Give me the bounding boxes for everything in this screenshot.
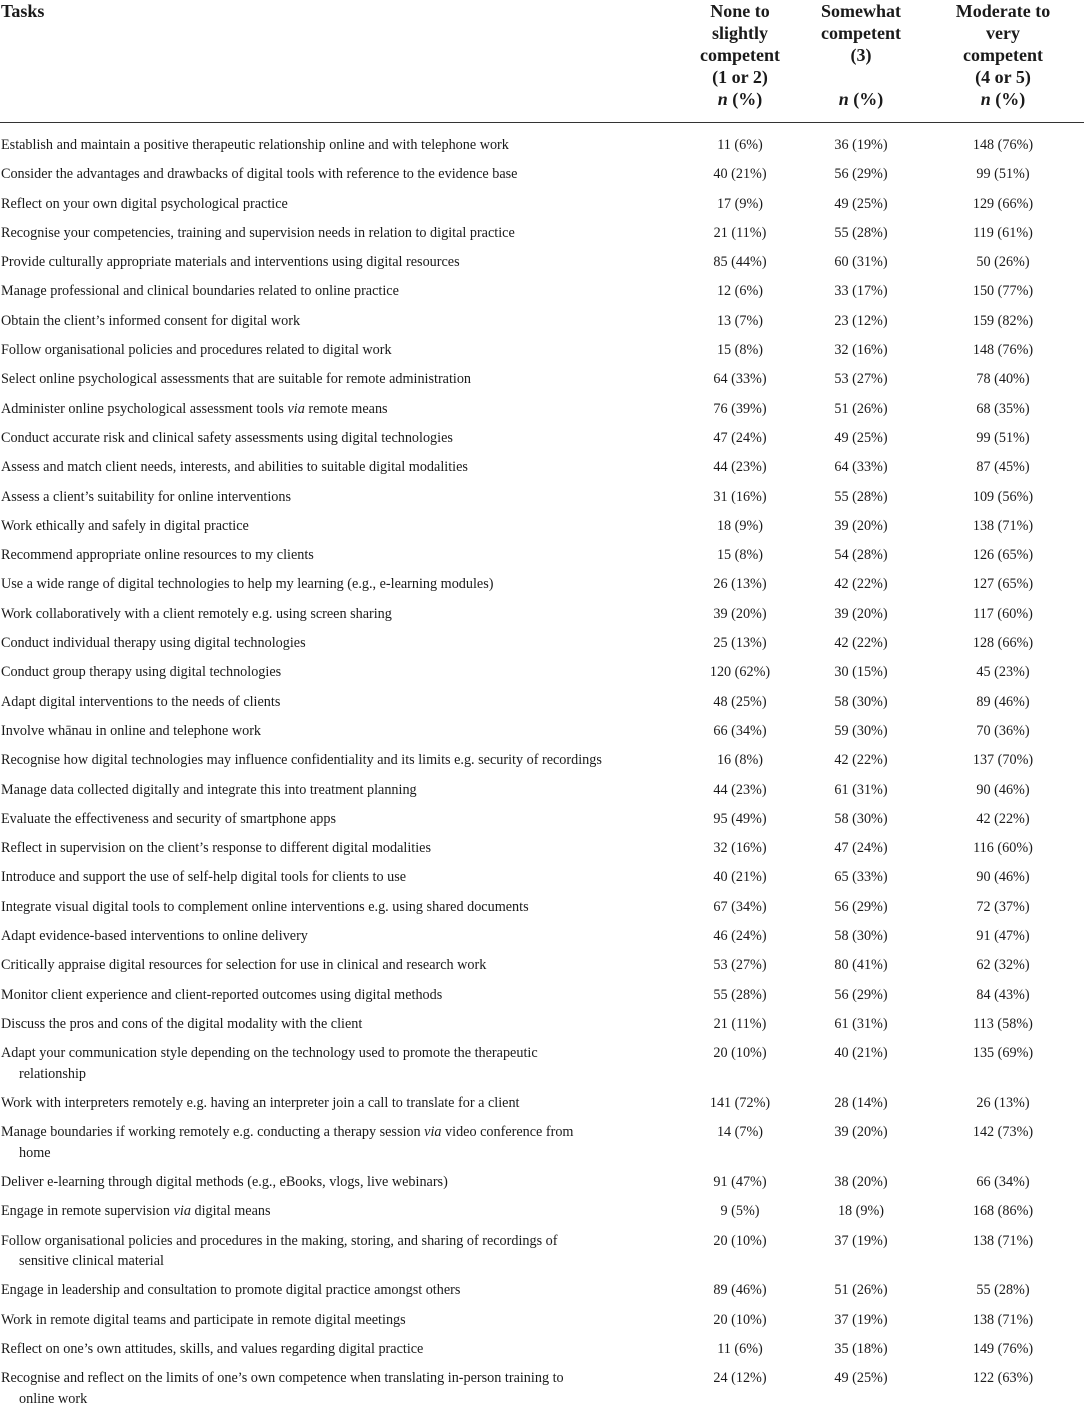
moderate-to-very-cell: 138 (71%) (922, 512, 1084, 541)
task-cell (0, 629, 680, 658)
somewhat-cell: 61 (31%) (800, 1010, 922, 1039)
task-cell (0, 336, 680, 365)
moderate-to-very-cell: 117 (60%) (922, 600, 1084, 629)
somewhat-cell: 38 (20%) (800, 1168, 922, 1197)
somewhat-cell: 47 (24%) (800, 834, 922, 863)
somewhat-cell: 18 (9%) (800, 1197, 922, 1226)
somewhat-cell: 33 (17%) (800, 277, 922, 306)
table-row (0, 922, 1084, 951)
table-row (0, 1276, 1084, 1305)
task-text: Adapt digital interventions to the needs of clients (1, 694, 280, 710)
moderate-to-very-cell: 137 (70%) (922, 746, 1084, 775)
task-text: Obtain the client’s informed consent for digital work (1, 313, 300, 329)
task-text: Work collaboratively with a client remotely e.g. using screen sharing (1, 606, 392, 622)
task-cell (0, 219, 680, 248)
task-cell (0, 365, 680, 394)
none-to-slightly-cell: 44 (23%) (680, 453, 800, 482)
task-text: Recommend appropriate online resources to my clients (1, 547, 314, 563)
somewhat-cell: 58 (30%) (800, 805, 922, 834)
none-to-slightly-cell: 11 (6%) (680, 1335, 800, 1364)
task-cell (0, 717, 680, 746)
moderate-to-very-cell: 142 (73%) (922, 1118, 1084, 1168)
task-cell (0, 160, 680, 189)
table-row (0, 160, 1084, 189)
somewhat-cell: 23 (12%) (800, 307, 922, 336)
task-text: Introduce and support the use of self-help digital tools for clients to use (1, 869, 406, 885)
task-text: Work ethically and safely in digital practice (1, 518, 249, 534)
header-line: Moderate to (922, 0, 1084, 22)
task-text: Discuss the pros and cons of the digital modality with the client (1, 1016, 362, 1032)
somewhat-cell: 56 (29%) (800, 893, 922, 922)
table-row (0, 190, 1084, 219)
task-text: Work in remote digital teams and participate in remote digital meetings (1, 1312, 406, 1328)
table-row (0, 1197, 1084, 1226)
none-to-slightly-cell: 15 (8%) (680, 541, 800, 570)
task-text: Involve whānau in online and telephone work (1, 723, 261, 739)
table-row (0, 805, 1084, 834)
task-text: Adapt your communication style depending on the technology used to promote the therapeutic (1, 1045, 538, 1061)
task-text: Use a wide range of digital technologies to help my learning (e.g., e-learning modules) (1, 576, 493, 592)
moderate-to-very-cell: 78 (40%) (922, 365, 1084, 394)
none-to-slightly-cell: 16 (8%) (680, 746, 800, 775)
table-row (0, 1039, 1084, 1089)
moderate-to-very-cell: 159 (82%) (922, 307, 1084, 336)
none-to-slightly-cell: 20 (10%) (680, 1039, 800, 1089)
n-label: n (718, 89, 728, 109)
somewhat-cell: 28 (14%) (800, 1089, 922, 1118)
somewhat-cell: 32 (16%) (800, 336, 922, 365)
none-to-slightly-cell: 40 (21%) (680, 160, 800, 189)
task-text: Assess a client’s suitability for online interventions (1, 489, 291, 505)
moderate-to-very-cell: 87 (45%) (922, 453, 1084, 482)
moderate-to-very-cell: 42 (22%) (922, 805, 1084, 834)
table-row (0, 776, 1084, 805)
header-none-to-slightly (680, 0, 800, 123)
header-line: Somewhat (800, 0, 922, 22)
task-text: Recognise how digital technologies may influence confidentiality and its limits e.g. security of recordings (1, 752, 602, 768)
task-cell (0, 453, 680, 482)
task-cell (0, 248, 680, 277)
task-text: Reflect in supervision on the client’s response to different digital modalities (1, 840, 431, 856)
task-cell (0, 190, 680, 219)
table-row (0, 658, 1084, 687)
somewhat-cell: 37 (19%) (800, 1227, 922, 1277)
moderate-to-very-cell: 122 (63%) (922, 1364, 1084, 1414)
header-line: competent (922, 44, 1084, 66)
table-row (0, 1089, 1084, 1118)
task-cell (0, 805, 680, 834)
none-to-slightly-cell: 21 (11%) (680, 1010, 800, 1039)
none-to-slightly-cell: 32 (16%) (680, 834, 800, 863)
none-to-slightly-cell: 95 (49%) (680, 805, 800, 834)
table-row (0, 1364, 1084, 1414)
task-text: Administer online psychological assessment tools (1, 401, 287, 417)
task-cell (0, 658, 680, 687)
task-text: Engage in remote supervision (1, 1203, 174, 1219)
somewhat-cell: 59 (30%) (800, 717, 922, 746)
task-text: Recognise your competencies, training and supervision needs in relation to digital practice (1, 225, 515, 241)
task-cell (0, 541, 680, 570)
task-text: Conduct group therapy using digital technologies (1, 664, 281, 680)
task-text: Follow organisational policies and procedures related to digital work (1, 342, 392, 358)
somewhat-cell: 42 (22%) (800, 746, 922, 775)
somewhat-cell: 30 (15%) (800, 658, 922, 687)
task-cell (0, 1010, 680, 1039)
header-n-pct (680, 88, 800, 110)
task-text: Conduct accurate risk and clinical safety assessments using digital technologies (1, 430, 453, 446)
none-to-slightly-cell: 91 (47%) (680, 1168, 800, 1197)
table-body (0, 123, 1084, 1414)
task-cell (0, 1335, 680, 1364)
somewhat-cell: 80 (41%) (800, 951, 922, 980)
somewhat-cell: 54 (28%) (800, 541, 922, 570)
none-to-slightly-cell: 9 (5%) (680, 1197, 800, 1226)
moderate-to-very-cell: 55 (28%) (922, 1276, 1084, 1305)
n-label: n (839, 89, 849, 109)
table-row (0, 277, 1084, 306)
none-to-slightly-cell: 76 (39%) (680, 395, 800, 424)
header-line: (4 or 5) (922, 66, 1084, 88)
somewhat-cell: 53 (27%) (800, 365, 922, 394)
table-row (0, 483, 1084, 512)
moderate-to-very-cell: 26 (13%) (922, 1089, 1084, 1118)
task-text: digital means (191, 1203, 271, 1219)
moderate-to-very-cell: 128 (66%) (922, 629, 1084, 658)
moderate-to-very-cell: 99 (51%) (922, 160, 1084, 189)
task-text-continued: sensitive clinical material (1, 1251, 660, 1272)
moderate-to-very-cell: 90 (46%) (922, 863, 1084, 892)
task-cell (0, 1168, 680, 1197)
task-text: Integrate visual digital tools to complement online interventions e.g. using shared documents (1, 899, 529, 915)
task-cell (0, 746, 680, 775)
moderate-to-very-cell: 99 (51%) (922, 424, 1084, 453)
table-row (0, 629, 1084, 658)
task-text: Provide culturally appropriate materials and interventions using digital resources (1, 254, 460, 270)
table-row (0, 219, 1084, 248)
table-row (0, 570, 1084, 599)
table-row (0, 395, 1084, 424)
task-cell (0, 922, 680, 951)
somewhat-cell: 61 (31%) (800, 776, 922, 805)
moderate-to-very-cell: 91 (47%) (922, 922, 1084, 951)
header-line: very (922, 22, 1084, 44)
table-row (0, 336, 1084, 365)
none-to-slightly-cell: 120 (62%) (680, 658, 800, 687)
moderate-to-very-cell: 109 (56%) (922, 483, 1084, 512)
table-row (0, 1335, 1084, 1364)
task-text: Assess and match client needs, interests, and abilities to suitable digital modalities (1, 459, 468, 475)
table-row (0, 893, 1084, 922)
moderate-to-very-cell: 150 (77%) (922, 277, 1084, 306)
somewhat-cell: 49 (25%) (800, 424, 922, 453)
none-to-slightly-cell: 11 (6%) (680, 123, 800, 161)
table-row (0, 834, 1084, 863)
somewhat-cell: 56 (29%) (800, 981, 922, 1010)
task-text: Reflect on one’s own attitudes, skills, and values regarding digital practice (1, 1341, 423, 1357)
moderate-to-very-cell: 72 (37%) (922, 893, 1084, 922)
task-text: Consider the advantages and drawbacks of digital tools with reference to the evidence base (1, 166, 517, 182)
moderate-to-very-cell: 138 (71%) (922, 1306, 1084, 1335)
task-text: Manage professional and clinical boundaries related to online practice (1, 283, 399, 299)
moderate-to-very-cell: 138 (71%) (922, 1227, 1084, 1277)
table-row (0, 307, 1084, 336)
none-to-slightly-cell: 31 (16%) (680, 483, 800, 512)
moderate-to-very-cell: 90 (46%) (922, 776, 1084, 805)
n-label: n (981, 89, 991, 109)
task-text: Evaluate the effectiveness and security of smartphone apps (1, 811, 336, 827)
moderate-to-very-cell: 45 (23%) (922, 658, 1084, 687)
task-italic: via (174, 1203, 191, 1219)
header-moderate-to-very (922, 0, 1084, 123)
task-cell (0, 600, 680, 629)
task-cell (0, 688, 680, 717)
table-row (0, 1227, 1084, 1277)
task-cell (0, 834, 680, 863)
somewhat-cell: 49 (25%) (800, 190, 922, 219)
somewhat-cell: 58 (30%) (800, 922, 922, 951)
table-row (0, 365, 1084, 394)
task-text-continued: home (1, 1143, 660, 1164)
task-cell (0, 1364, 680, 1414)
table-row (0, 951, 1084, 980)
none-to-slightly-cell: 20 (10%) (680, 1306, 800, 1335)
table-row (0, 123, 1084, 161)
moderate-to-very-cell: 113 (58%) (922, 1010, 1084, 1039)
header-tasks (0, 0, 680, 123)
table-row (0, 1306, 1084, 1335)
task-cell (0, 123, 680, 161)
somewhat-cell: 56 (29%) (800, 160, 922, 189)
task-text: Deliver e-learning through digital methods (e.g., eBooks, vlogs, live webinars) (1, 1174, 448, 1190)
somewhat-cell: 55 (28%) (800, 219, 922, 248)
table-row (0, 981, 1084, 1010)
task-italic: via (287, 401, 304, 417)
somewhat-cell: 60 (31%) (800, 248, 922, 277)
none-to-slightly-cell: 48 (25%) (680, 688, 800, 717)
moderate-to-very-cell: 149 (76%) (922, 1335, 1084, 1364)
table-header (0, 0, 1084, 123)
none-to-slightly-cell: 66 (34%) (680, 717, 800, 746)
task-text-continued: relationship (1, 1064, 660, 1085)
table-row (0, 688, 1084, 717)
moderate-to-very-cell: 127 (65%) (922, 570, 1084, 599)
table-row (0, 863, 1084, 892)
task-cell (0, 483, 680, 512)
none-to-slightly-cell: 47 (24%) (680, 424, 800, 453)
header-line: competent (800, 22, 922, 44)
task-cell (0, 776, 680, 805)
task-text: Manage boundaries if working remotely e.g. conducting a therapy session (1, 1124, 424, 1140)
somewhat-cell: 64 (33%) (800, 453, 922, 482)
none-to-slightly-cell: 26 (13%) (680, 570, 800, 599)
moderate-to-very-cell: 89 (46%) (922, 688, 1084, 717)
somewhat-cell: 42 (22%) (800, 629, 922, 658)
task-text: Recognise and reflect on the limits of one’s own competence when translating in-person training to (1, 1370, 564, 1386)
pct-label: (%) (995, 89, 1025, 109)
task-cell (0, 307, 680, 336)
none-to-slightly-cell: 24 (12%) (680, 1364, 800, 1414)
task-text: Follow organisational policies and procedures in the making, storing, and sharing of recordings of (1, 1233, 557, 1249)
table-row (0, 248, 1084, 277)
moderate-to-very-cell: 168 (86%) (922, 1197, 1084, 1226)
header-line: (1 or 2) (680, 66, 800, 88)
somewhat-cell: 39 (20%) (800, 1118, 922, 1168)
none-to-slightly-cell: 21 (11%) (680, 219, 800, 248)
somewhat-cell: 35 (18%) (800, 1335, 922, 1364)
header-line: None to (680, 0, 800, 22)
somewhat-cell: 39 (20%) (800, 512, 922, 541)
task-text: Establish and maintain a positive therapeutic relationship online and with telephone work (1, 137, 509, 153)
table-row (0, 453, 1084, 482)
task-text: remote means (305, 401, 388, 417)
somewhat-cell: 55 (28%) (800, 483, 922, 512)
none-to-slightly-cell: 55 (28%) (680, 981, 800, 1010)
task-text: Monitor client experience and client-reported outcomes using digital methods (1, 987, 442, 1003)
moderate-to-very-cell: 68 (35%) (922, 395, 1084, 424)
task-text: Select online psychological assessments that are suitable for remote administration (1, 371, 471, 387)
task-text: Adapt evidence-based interventions to online delivery (1, 928, 308, 944)
somewhat-cell: 39 (20%) (800, 600, 922, 629)
none-to-slightly-cell: 15 (8%) (680, 336, 800, 365)
none-to-slightly-cell: 141 (72%) (680, 1089, 800, 1118)
table-row (0, 717, 1084, 746)
task-cell (0, 512, 680, 541)
moderate-to-very-cell: 62 (32%) (922, 951, 1084, 980)
moderate-to-very-cell: 129 (66%) (922, 190, 1084, 219)
none-to-slightly-cell: 46 (24%) (680, 922, 800, 951)
moderate-to-very-cell: 119 (61%) (922, 219, 1084, 248)
moderate-to-very-cell: 148 (76%) (922, 123, 1084, 161)
table-row (0, 1010, 1084, 1039)
moderate-to-very-cell: 70 (36%) (922, 717, 1084, 746)
somewhat-cell: 42 (22%) (800, 570, 922, 599)
task-text: Reflect on your own digital psychological practice (1, 196, 288, 212)
task-cell (0, 1039, 680, 1089)
table-row (0, 541, 1084, 570)
none-to-slightly-cell: 14 (7%) (680, 1118, 800, 1168)
none-to-slightly-cell: 64 (33%) (680, 365, 800, 394)
header-n-pct (800, 88, 922, 110)
pct-label: (%) (732, 89, 762, 109)
header-line: competent (680, 44, 800, 66)
table-row (0, 512, 1084, 541)
task-text: video conference from (442, 1124, 574, 1140)
task-cell (0, 951, 680, 980)
moderate-to-very-cell: 50 (26%) (922, 248, 1084, 277)
table-row (0, 746, 1084, 775)
moderate-to-very-cell: 126 (65%) (922, 541, 1084, 570)
none-to-slightly-cell: 17 (9%) (680, 190, 800, 219)
somewhat-cell: 36 (19%) (800, 123, 922, 161)
none-to-slightly-cell: 44 (23%) (680, 776, 800, 805)
header-tasks-label: Tasks (1, 1, 44, 21)
none-to-slightly-cell: 18 (9%) (680, 512, 800, 541)
somewhat-cell: 37 (19%) (800, 1306, 922, 1335)
header-line: (3) (800, 44, 922, 66)
header-n-pct (922, 88, 1084, 110)
task-text-continued: online work (1, 1389, 660, 1410)
task-cell (0, 570, 680, 599)
task-cell (0, 1227, 680, 1277)
header-spacer (800, 66, 922, 88)
task-cell (0, 395, 680, 424)
task-cell (0, 1197, 680, 1226)
moderate-to-very-cell: 66 (34%) (922, 1168, 1084, 1197)
none-to-slightly-cell: 85 (44%) (680, 248, 800, 277)
task-italic: via (424, 1124, 441, 1140)
none-to-slightly-cell: 39 (20%) (680, 600, 800, 629)
pct-label: (%) (853, 89, 883, 109)
moderate-to-very-cell: 135 (69%) (922, 1039, 1084, 1089)
table-row (0, 1168, 1084, 1197)
table-row (0, 424, 1084, 453)
none-to-slightly-cell: 20 (10%) (680, 1227, 800, 1277)
task-cell (0, 1089, 680, 1118)
task-text: Work with interpreters remotely e.g. having an interpreter join a call to translate for a client (1, 1095, 519, 1111)
none-to-slightly-cell: 67 (34%) (680, 893, 800, 922)
task-cell (0, 1276, 680, 1305)
task-cell (0, 981, 680, 1010)
table-row (0, 600, 1084, 629)
none-to-slightly-cell: 13 (7%) (680, 307, 800, 336)
moderate-to-very-cell: 116 (60%) (922, 834, 1084, 863)
none-to-slightly-cell: 12 (6%) (680, 277, 800, 306)
task-cell (0, 1118, 680, 1168)
task-cell (0, 424, 680, 453)
task-text: Manage data collected digitally and integrate this into treatment planning (1, 782, 417, 798)
task-cell (0, 893, 680, 922)
task-text: Critically appraise digital resources for selection for use in clinical and research work (1, 957, 486, 973)
task-cell (0, 1306, 680, 1335)
somewhat-cell: 40 (21%) (800, 1039, 922, 1089)
header-somewhat (800, 0, 922, 123)
somewhat-cell: 49 (25%) (800, 1364, 922, 1414)
somewhat-cell: 65 (33%) (800, 863, 922, 892)
somewhat-cell: 51 (26%) (800, 395, 922, 424)
none-to-slightly-cell: 89 (46%) (680, 1276, 800, 1305)
none-to-slightly-cell: 40 (21%) (680, 863, 800, 892)
task-text: Conduct individual therapy using digital technologies (1, 635, 306, 651)
moderate-to-very-cell: 148 (76%) (922, 336, 1084, 365)
somewhat-cell: 58 (30%) (800, 688, 922, 717)
task-cell (0, 277, 680, 306)
somewhat-cell: 51 (26%) (800, 1276, 922, 1305)
none-to-slightly-cell: 53 (27%) (680, 951, 800, 980)
task-cell (0, 863, 680, 892)
task-text: Engage in leadership and consultation to promote digital practice amongst others (1, 1282, 460, 1298)
none-to-slightly-cell: 25 (13%) (680, 629, 800, 658)
header-line: slightly (680, 22, 800, 44)
moderate-to-very-cell: 84 (43%) (922, 981, 1084, 1010)
table-row (0, 1118, 1084, 1168)
